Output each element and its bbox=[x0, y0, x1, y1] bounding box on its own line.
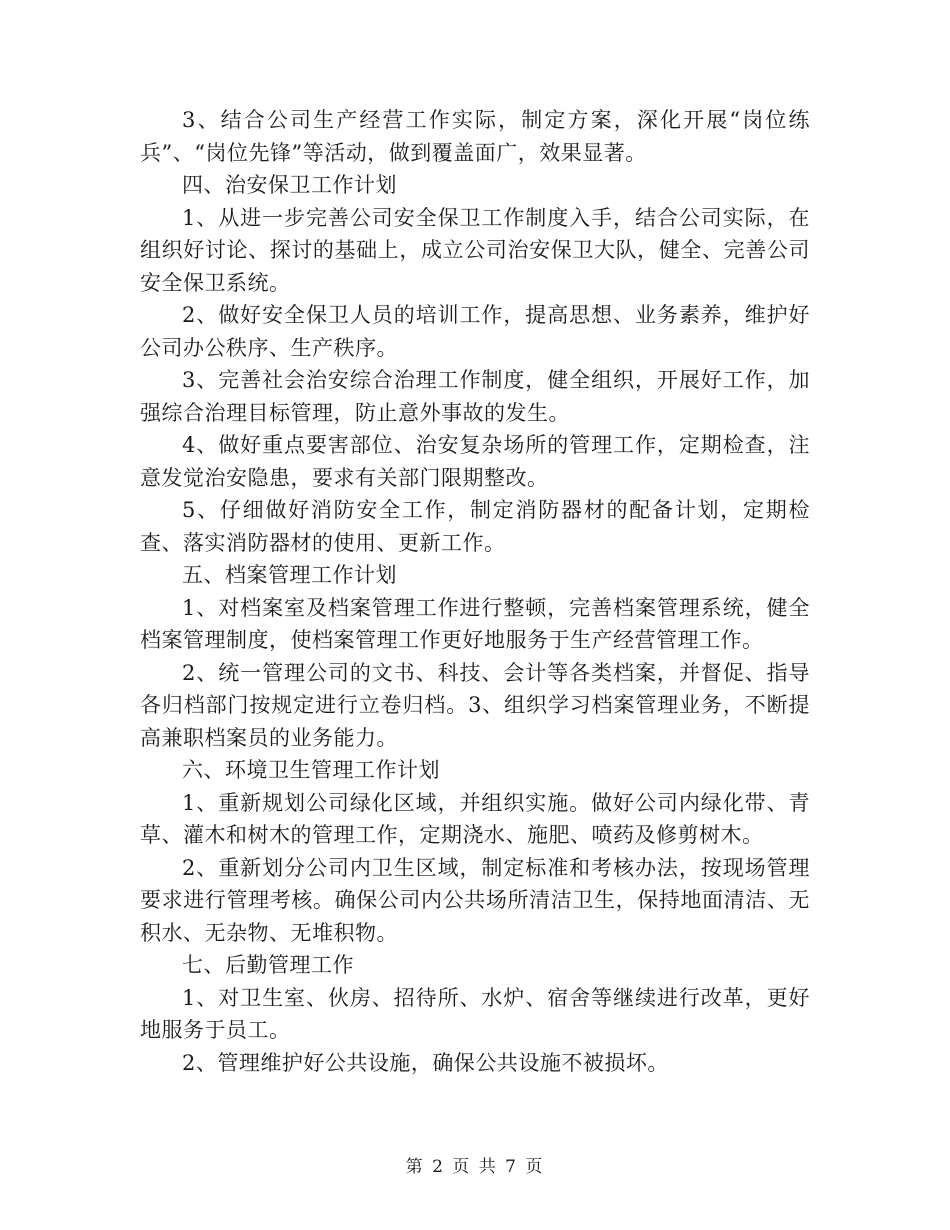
paragraph: 2、做好安全保卫人员的培训工作，提高思想、业务素养，维护好公司办公秩序、生产秩序。 bbox=[140, 303, 810, 360]
page-number-footer: 第 2 页 共 7 页 bbox=[405, 1157, 545, 1177]
section-heading: 四、治安保卫工作计划 bbox=[182, 173, 397, 197]
paragraph: 3、完善社会治安综合治理工作制度，健全组织，开展好工作，加强综合治理目标管理，防止意外事故的发生。 bbox=[140, 368, 810, 425]
paragraph: 4、做好重点要害部位、治安复杂场所的管理工作，定期检查，注意发觉治安隐患，要求有关部门限期整改。 bbox=[140, 433, 810, 490]
section-heading: 五、档案管理工作计划 bbox=[182, 563, 397, 587]
paragraph: 1、从进一步完善公司安全保卫工作制度入手，结合公司实际，在组织好讨论、探讨的基础上，成立公司治安保卫大队，健全、完善公司安全保卫系统。 bbox=[140, 205, 810, 295]
paragraph: 3、结合公司生产经营工作实际，制定方案，深化开展“岗位练兵”、“岗位先锋”等活动，做到覆盖面广，效果显著。 bbox=[140, 108, 810, 165]
document-body bbox=[140, 104, 810, 1079]
section-heading: 七、后勤管理工作 bbox=[182, 953, 354, 977]
paragraph: 1、对档案室及档案管理工作进行整顿，完善档案管理系统，健全档案管理制度，使档案管理工作更好地服务于生产经营管理工作。 bbox=[140, 595, 810, 652]
paragraph: 1、对卫生室、伙房、招待所、水炉、宿舍等继续进行改革，更好地服务于员工。 bbox=[140, 985, 810, 1042]
paragraph: 1、重新规划公司绿化区域，并组织实施。做好公司内绿化带、青草、灌木和树木的管理工作，定期浇水、施肥、喷药及修剪树木。 bbox=[140, 790, 810, 847]
section-heading: 六、环境卫生管理工作计划 bbox=[182, 758, 440, 782]
paragraph: 2、管理维护好公共设施，确保公共设施不被损坏。 bbox=[182, 1050, 669, 1075]
paragraph: 2、重新划分公司内卫生区域，制定标准和考核办法，按现场管理要求进行管理考核。确保公司内公共场所清洁卫生，保持地面清洁、无积水、无杂物、无堆积物。 bbox=[140, 855, 810, 945]
paragraph: 2、统一管理公司的文书、科技、会计等各类档案，并督促、指导各归档部门按规定进行立卷归档。3、组织学习档案管理业务，不断提高兼职档案员的业务能力。 bbox=[140, 660, 810, 750]
paragraph: 5、仔细做好消防安全工作，制定消防器材的配备计划，定期检查、落实消防器材的使用、更新工作。 bbox=[140, 498, 810, 555]
